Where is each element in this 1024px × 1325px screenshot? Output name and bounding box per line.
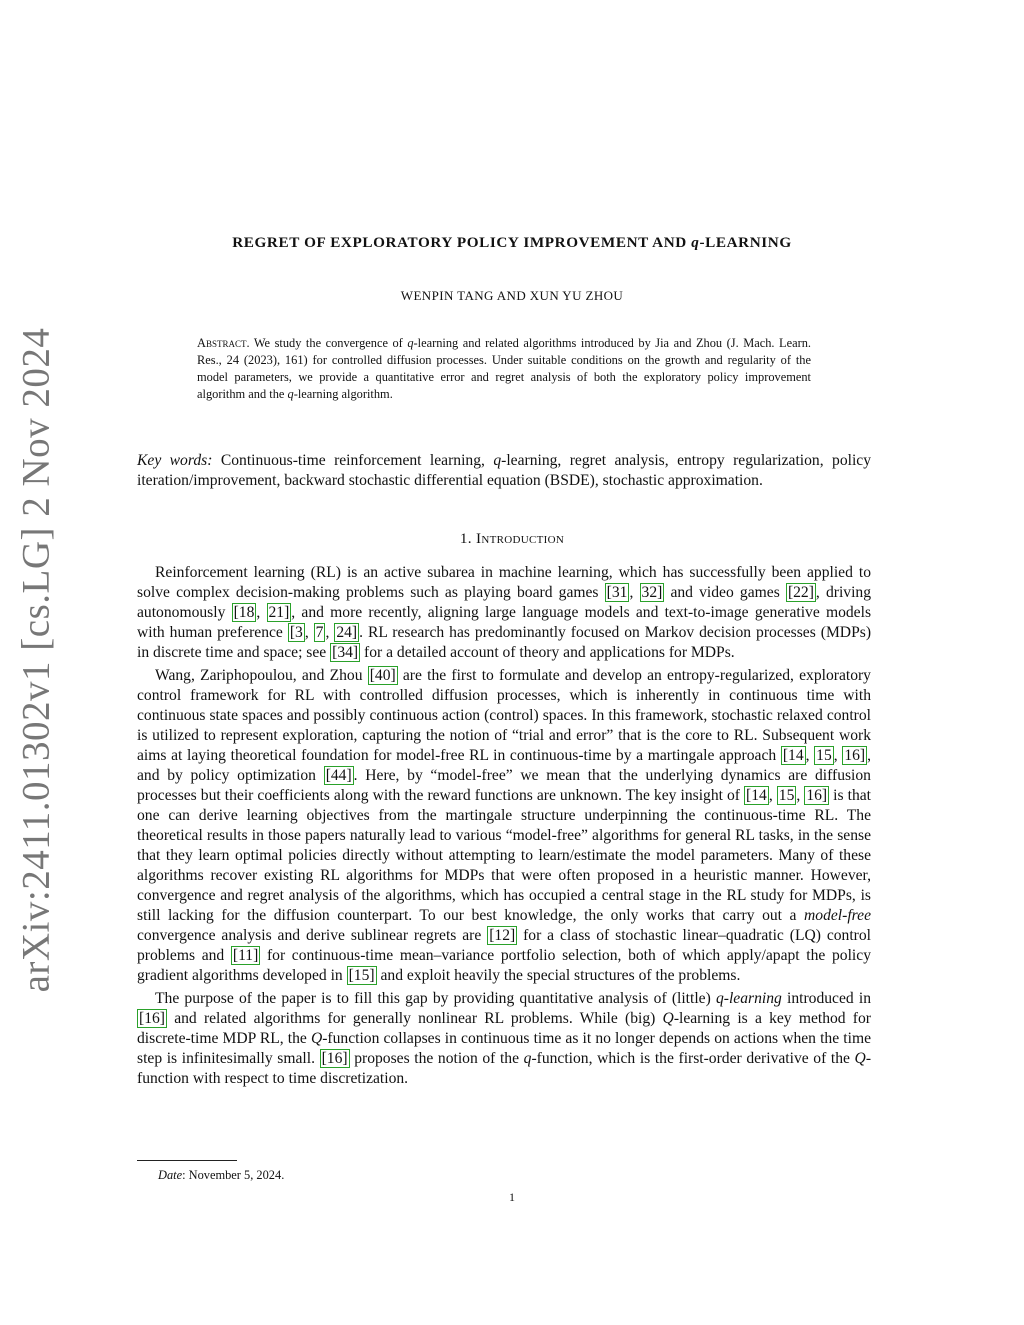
text: proposes the notion of the	[349, 1050, 524, 1067]
citation-link[interactable]	[324, 766, 354, 785]
text: are the first to formulate and develop an entropy-regularized, exploratory control framework for RL with controlled diffusion processes, which is inherently in continuous time with continuous state spaces and possibly continuous action (control) spaces. In this framework, stochastic relaxed control is utilized to represent exploration, capturing the notion of “trial and error” that is the core to RL. Subsequent work aims at laying theoretical foundation for model-free RL in continuous-time by a martingale approach	[137, 667, 871, 764]
citation-label: [16]	[321, 1050, 348, 1067]
text: The purpose of the paper is to fill this gap by providing quantitative analysis of (little)	[155, 990, 716, 1007]
citation-link[interactable]	[137, 1009, 167, 1028]
citation-link[interactable]	[814, 746, 834, 765]
citation-link[interactable]	[232, 603, 257, 622]
text: is that one can derive learning objectives from the martingale structure underpinning the continuous-time RL. The theoretical results in those papers naturally lead to various “model-free” algorithms for general RL tasks, in the sense that they learn optimal policies directly without attempting to learn/estimate the model parameters. Many of these algorithms recover existing RL algorithms for MDPs that were often proposed in a heuristic manner. However, convergence and regret analysis of the algorithms, which has occupied a central stage in the RL study for MDPs, is still lacking for the diffusion counterpart. To our best knowledge, the only works that carry out a	[137, 787, 872, 924]
math-Q: Q	[854, 1050, 866, 1067]
text: convergence analysis and derive sublinear regrets are	[137, 927, 488, 944]
title-math-q: q	[691, 234, 700, 251]
keywords-text: -learning, regret analysis, entropy regularization, policy iteration/improvement, backward stochastic differential equation (BSDE), stochastic approximation.	[137, 452, 871, 489]
citation-label: [14	[782, 747, 804, 764]
citation-link[interactable]	[487, 926, 517, 945]
text: ,	[256, 604, 267, 621]
citation-link[interactable]	[368, 666, 398, 685]
citation-label: [31	[606, 584, 628, 601]
citation-link[interactable]	[744, 786, 769, 805]
section-title: Introduction	[476, 530, 565, 547]
paper-title	[0, 234, 1024, 252]
citation-link[interactable]	[804, 786, 829, 805]
text: . Here, by “model-free” we mean that the underlying dynamics are diffusion processes but their coefficients along with the reward functions are unknown. The key insight of	[137, 767, 871, 804]
citation-link[interactable]	[347, 966, 377, 985]
paragraph-2	[137, 666, 871, 986]
text: ,	[629, 584, 640, 601]
text: , and by policy optimization	[137, 747, 872, 784]
text: Wang, Zariphopoulou, and Zhou	[155, 667, 368, 684]
citation-label: [40]	[369, 667, 396, 684]
citation-label: [44]	[325, 767, 352, 784]
math-Q: Q	[662, 1010, 674, 1027]
keywords-math-q: q	[493, 452, 502, 469]
citation-label: 15	[778, 787, 795, 804]
citation-label: 15	[816, 747, 832, 764]
emphasis-text: q-learning	[715, 990, 782, 1007]
citation-link[interactable]	[786, 583, 816, 602]
text: ,	[805, 747, 815, 764]
citation-link[interactable]	[640, 583, 665, 602]
citation-label: [22]	[787, 584, 814, 601]
page-number: 1	[509, 1190, 515, 1204]
text: and video games	[664, 584, 786, 601]
text: ,	[304, 624, 314, 641]
paper-authors: WENPIN TANG AND XUN YU ZHOU	[400, 288, 624, 303]
citation-label: [3	[289, 624, 303, 641]
abstract-text: -learning algorithm.	[293, 387, 393, 401]
citation-link[interactable]	[231, 946, 260, 965]
text: ,	[768, 787, 777, 804]
text: and related algorithms for generally nonlinear RL problems. While (big)	[166, 1010, 663, 1027]
citation-label: [15]	[348, 967, 375, 984]
math-q: q	[523, 1050, 532, 1067]
paragraph-1	[137, 563, 871, 663]
text: -function with respect to time discretization.	[137, 1050, 872, 1087]
citation-label: [14	[746, 787, 767, 804]
section-heading	[0, 530, 1024, 548]
section-number: 1.	[459, 530, 472, 547]
citation-link[interactable]	[267, 603, 292, 622]
citation-label: 21]	[268, 604, 290, 621]
text: , and more recently, aligning large language models and text-to-image generative models with human preference	[137, 604, 872, 641]
keywords-label: Key words:	[137, 452, 213, 469]
footnote-date	[158, 1168, 284, 1183]
citation-label: 16]	[806, 787, 828, 804]
text: -function collapses in continuous time as it no longer depends on actions when the time step is infinitesimally small.	[137, 1030, 871, 1067]
citation-label: [16]	[139, 1010, 165, 1027]
abstract-math-q: q	[407, 336, 414, 350]
abstract-text: -learning and related algorithms introduced by Jia and Zhou (J. Mach. Learn. Res., 24 (2023), 161) for controlled diffusion processes. Under suitable conditions on the growth and regularity of the model parameters, we provide a quantitative error and regret analysis of both the exploratory policy improvement algorithm and the	[197, 336, 812, 401]
citation-link[interactable]	[777, 786, 797, 805]
text: ,	[833, 747, 843, 764]
text: for continuous-time mean–variance portfolio selection, both of which apply/apapt the policy gradient algorithms developed in	[137, 947, 871, 984]
body-text	[137, 563, 871, 1089]
citation-label: [12]	[489, 927, 516, 944]
citation-label: 24]	[336, 624, 358, 641]
citation-link[interactable]	[320, 1049, 350, 1068]
footnote-label: Date	[158, 1168, 183, 1182]
keywords-text: Continuous-time reinforcement learning,	[212, 452, 494, 469]
citation-label: 7	[315, 624, 324, 641]
text: , driving autonomously	[137, 584, 872, 621]
title-text: REGRET OF EXPLORATORY POLICY IMPROVEMENT AND	[232, 234, 692, 251]
text: Reinforcement learning (RL) is an active subarea in machine learning, which has successfully been applied to solve complex decision-making problems such as playing board games	[137, 564, 871, 601]
text: introduced in	[781, 990, 871, 1007]
abstract	[197, 335, 811, 403]
arxiv-identifier-stamp	[6, 327, 66, 993]
abstract-heading: Abstract.	[197, 336, 250, 350]
math-Q: Q	[310, 1030, 323, 1047]
abstract-text: We study the convergence of	[249, 336, 408, 350]
footnote-rule	[137, 1160, 237, 1161]
citation-label: 32]	[641, 584, 663, 601]
citation-link[interactable]	[330, 643, 360, 662]
text: for a detailed account of theory and applications for MDPs.	[360, 644, 735, 661]
text: -learning is a key method for discrete-time MDP RL, the	[137, 1010, 871, 1047]
title-text-end: -LEARNING	[699, 234, 792, 251]
citation-link[interactable]	[314, 623, 326, 642]
paragraph-3	[137, 989, 871, 1089]
keywords	[137, 451, 871, 491]
text: for a class of stochastic linear–quadratic (LQ) control problems and	[137, 927, 871, 964]
citation-label: [11]	[232, 947, 259, 964]
text: ,	[325, 624, 335, 641]
text: and exploit heavily the special structures of the problems.	[376, 967, 741, 984]
citation-link[interactable]	[334, 623, 359, 642]
text: -function, which is the first-order derivative of the	[531, 1050, 855, 1067]
citation-link[interactable]	[605, 583, 630, 602]
citation-label: 16]	[844, 747, 866, 764]
text: ,	[796, 787, 805, 804]
footnote-text: : November 5, 2024.	[182, 1168, 285, 1182]
citation-link[interactable]	[781, 746, 806, 765]
citation-link[interactable]	[842, 746, 867, 765]
arxiv-identifier-text: arXiv:2411.01302v1 [cs.LG] 2 Nov 2024	[14, 327, 58, 993]
abstract-math-q: q	[287, 387, 294, 401]
text: . RL research has predominantly focused on Markov decision processes (MDPs) in discrete time and space; see	[137, 624, 872, 661]
citation-label: [34]	[332, 644, 359, 661]
citation-label: [18	[233, 604, 255, 621]
emphasis-text: model-free	[804, 907, 871, 924]
citation-link[interactable]	[288, 623, 305, 642]
